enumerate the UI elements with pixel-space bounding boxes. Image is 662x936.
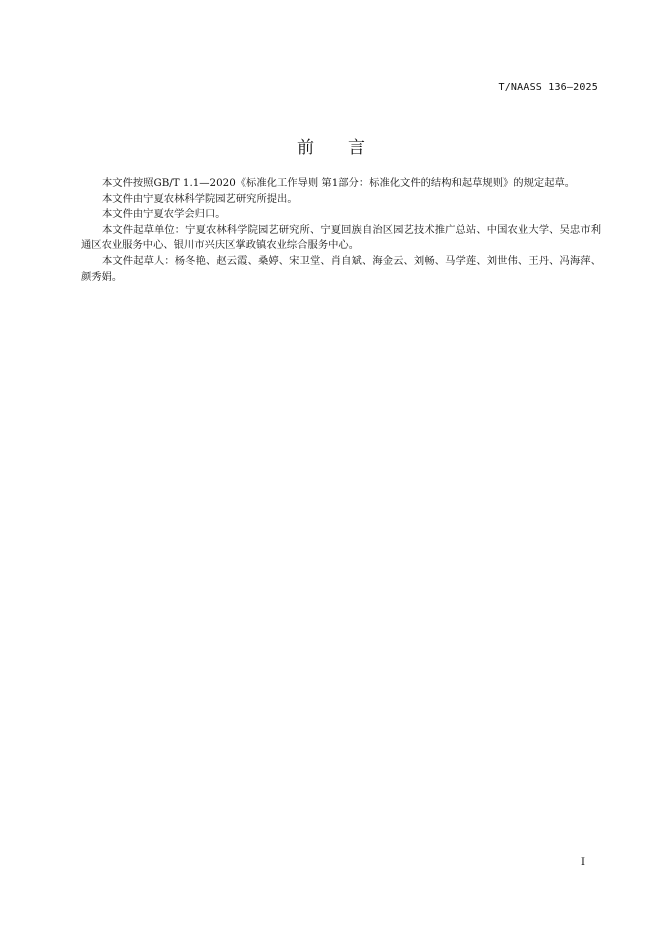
paragraph-drafting-basis: 本文件按照GB/T 1.1—2020《标准化工作导则 第1部分：标准化文件的结构和起草规则》的规定起草。 — [102, 177, 576, 189]
section-title: 前言 — [297, 138, 399, 158]
paragraph-centralized-management: 本文件由宁夏农学会归口。 — [102, 208, 226, 221]
page-number: I — [581, 857, 585, 868]
foreword-body — [81, 176, 601, 285]
paragraph-proposer: 本文件由宁夏农林科学院园艺研究所提出。 — [102, 192, 298, 205]
paragraph-drafting-units: 本文件起草单位：宁夏农林科学院园艺研究所、宁夏回族自治区园艺技术推广总站、中国农业大学、吴忠市利通区农业服务中心、银川市兴庆区掌政镇农业综合服务中心。 — [81, 223, 601, 252]
paragraph-drafters: 本文件起草人：杨冬艳、赵云霞、桑婷、宋卫堂、肖自斌、海金云、刘畅、马学莲、刘世伟、王丹、冯海萍、颜秀娟。 — [81, 254, 601, 283]
document-code: T/NAASS 136—2025 — [498, 82, 598, 93]
